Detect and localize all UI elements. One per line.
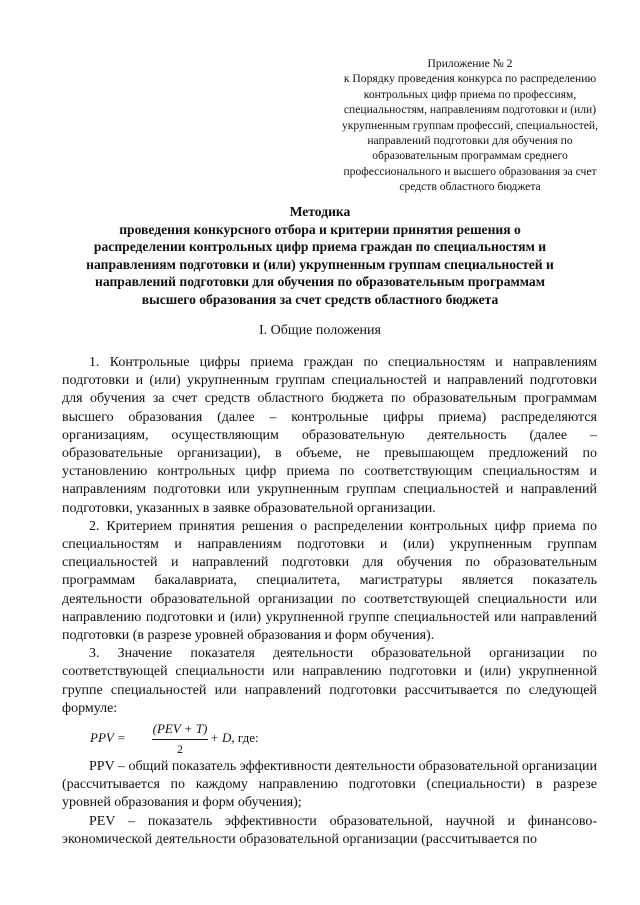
formula-lhs: PPV = — [90, 730, 126, 746]
title-line: проведения конкурсного отбора и критерии принятия решения о — [119, 221, 521, 237]
appendix-line: Приложение № 2 — [427, 57, 513, 70]
title-line: направлений подготовки для обучения по образовательным программам — [95, 274, 545, 290]
appendix-line: профессионального и высшего образования за счет — [343, 164, 597, 178]
formula-rhs — [210, 729, 259, 747]
appendix-line: направлений подготовки для обучения по — [367, 134, 573, 148]
formula-suffix: , где: — [231, 730, 259, 746]
appendix-line: контрольных цифр приема по профессиям, — [363, 87, 577, 101]
paragraph-2: 2. Критерием принятия решения о распределении контрольных цифр приема по специальностям и направлениям подготовки и (или) укрупненным группам специальностей и направлений подготовки для обучения по образовательным программам бакалавриата, специалитета, магистратуры является показатель деятельности образовательной организации по соответствующей специальности или направлению подготовки и (или) укрупненной группе специальностей или направлений подготовки (в разрезе уровней образования и форм обучения). — [62, 518, 597, 644]
title-line: высшего образования за счет средств областного бюджета — [141, 291, 499, 307]
appendix-header — [330, 56, 610, 195]
formula — [90, 720, 597, 757]
title-line: направлениям подготовки и (или) укрупненным группам специальностей и — [86, 256, 554, 272]
paragraph-ppv: PPV – общий показатель эффективности деятельности образовательной организации (рассчитывается по каждому направлению подготовки (специальности) в разрезе уровней образования и форм обучения); — [62, 759, 597, 811]
paragraph-3: 3. Значение показателя деятельности образовательной организации по соответствующей специальности или направлению подготовки и (или) укрупненной группе специальностей или направлений подготовки рассчитывается по следующей формуле: — [62, 646, 597, 716]
formula-fraction — [152, 720, 208, 758]
title-line: распределении контрольных цифр приема граждан по специальностям и — [93, 239, 547, 255]
appendix-line: к Порядку проведения конкурса по распределению — [343, 72, 597, 86]
paragraph-pev: PEV – показатель эффективности образовательной, научной и финансово-экономической деятельности образовательной организации (рассчитывается по — [62, 813, 597, 847]
formula-numerator: (PEV + T) — [152, 720, 208, 740]
appendix-line: укрупненным группам профессий, специальностей, — [341, 118, 599, 132]
appendix-line: средств областного бюджета — [399, 180, 541, 194]
document-body — [62, 354, 597, 849]
paragraph-1: 1. Контрольные цифры приема граждан по специальностям и направлениям подготовки и (или) укрупненным группам специальностей и направлений подготовки для обучения за счет средств областного бюджета по образовательным программам высшего образования (далее – контрольные цифры приема) распределяются организациям, осуществляющим образовательную деятельность (далее – образовательные организации), в объеме, не превышающем предложений по установлению контрольных цифр приема по соответствующим специальностям и направлениям подготовки или укрупненным группам специальностей и направлений подготовки, указанных в заявке образовательной организации. — [62, 355, 597, 516]
formula-denominator: 2 — [177, 742, 183, 757]
appendix-line: образовательным программам среднего — [372, 149, 568, 163]
document-title — [40, 203, 600, 309]
title-heading: Методика — [289, 204, 351, 219]
formula-rhs-var: + D — [210, 730, 232, 746]
section-title: I. Общие положения — [259, 323, 381, 338]
appendix-line: специальностям, направлениям подготовки и (или) — [343, 103, 597, 117]
